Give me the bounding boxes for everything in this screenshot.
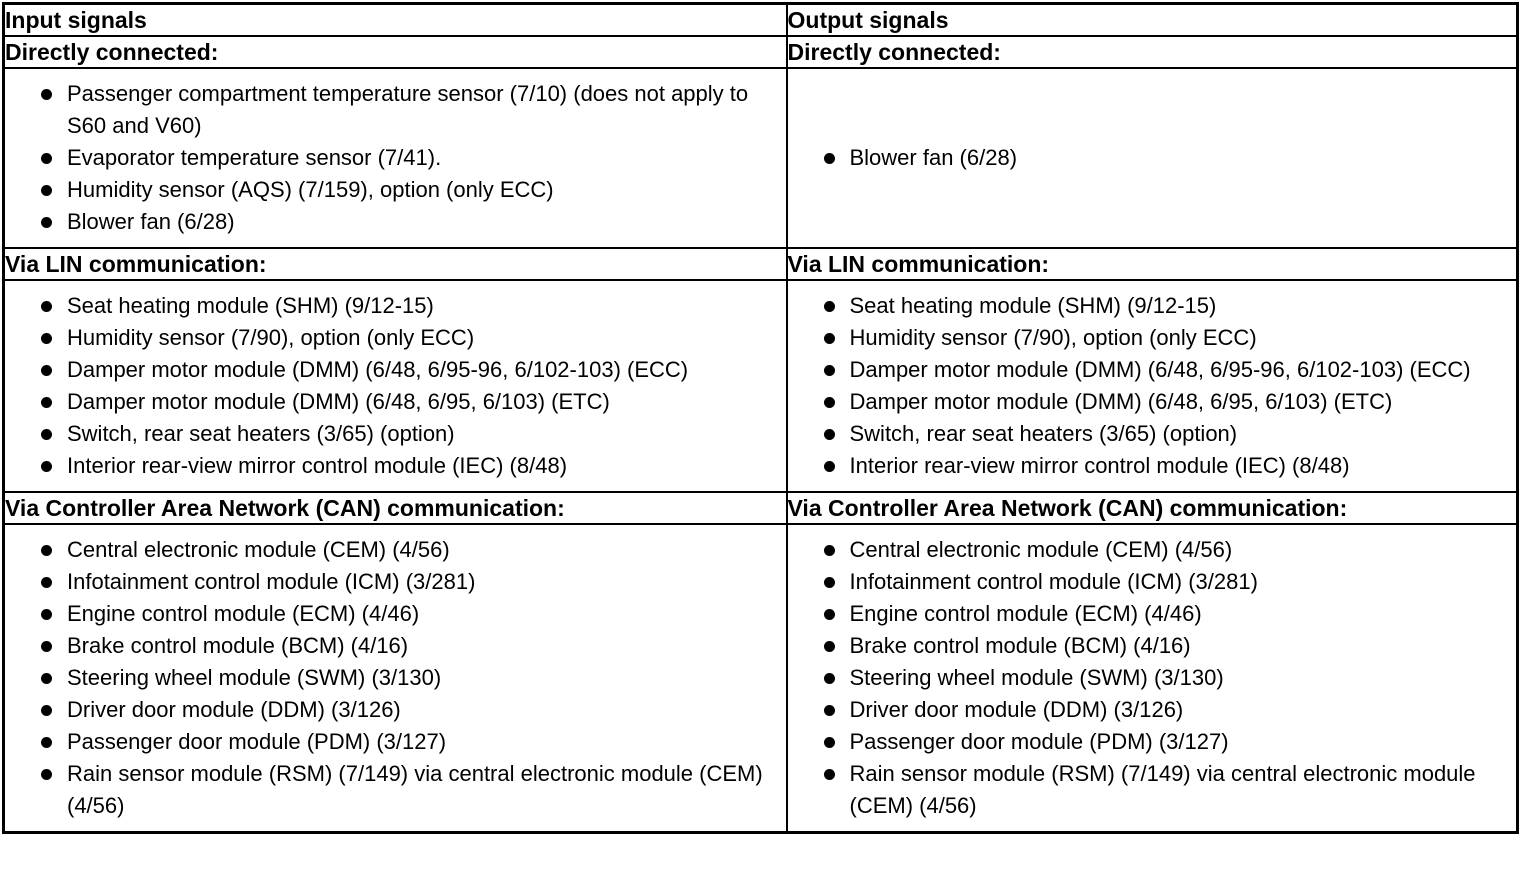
bullet-icon (824, 397, 835, 408)
input-directly-connected-list (5, 78, 786, 238)
item-text: Damper motor module (DMM) (6/48, 6/95, 6/103) (ETC) (849, 389, 1393, 414)
bullet-icon (41, 185, 52, 196)
signal-item (41, 354, 776, 386)
bullet-icon (824, 429, 835, 440)
bullet-icon (41, 673, 52, 684)
bullet-icon (41, 301, 52, 312)
bullet-icon (824, 769, 835, 780)
input-directly-connected-list-cell (4, 68, 787, 248)
bullet-icon (824, 737, 835, 748)
output-lin-list (788, 290, 1517, 482)
bullet-icon (41, 89, 52, 100)
item-text: Brake control module (BCM) (4/16) (67, 633, 409, 658)
section-content-row-can (4, 524, 1518, 833)
signal-item (824, 694, 1507, 726)
item-text: Brake control module (BCM) (4/16) (849, 633, 1191, 658)
item-text: Infotainment control module (ICM) (3/281) (849, 569, 1258, 594)
bullet-icon (41, 577, 52, 588)
bullet-icon (41, 769, 52, 780)
item-text: Passenger door module (PDM) (3/127) (67, 729, 447, 754)
bullet-icon (41, 429, 52, 440)
header-row (4, 4, 1518, 37)
signal-item (41, 566, 776, 598)
item-text: Humidity sensor (AQS) (7/159), option (only ECC) (67, 177, 554, 202)
item-text: Central electronic module (CEM) (4/56) (67, 537, 450, 562)
item-text: Interior rear-view mirror control module (IEC) (8/48) (849, 453, 1350, 478)
item-text: Passenger compartment temperature sensor (7/10) (does not apply to S60 and V60) (67, 81, 749, 138)
signal-item (41, 78, 776, 142)
item-text: Passenger door module (PDM) (3/127) (849, 729, 1229, 754)
bullet-icon (824, 609, 835, 620)
signal-item (824, 726, 1507, 758)
output-signals-column-header: Output signals (787, 4, 1518, 37)
signal-item (41, 174, 776, 206)
signal-item (41, 450, 776, 482)
signal-item (824, 534, 1507, 566)
signal-item (824, 566, 1507, 598)
bullet-icon (41, 705, 52, 716)
item-text: Humidity sensor (7/90), option (only ECC) (849, 325, 1257, 350)
item-text: Damper motor module (DMM) (6/48, 6/95-96, 6/102-103) (ECC) (67, 357, 689, 382)
input-lin-title: Via LIN communication: (4, 248, 787, 280)
item-text: Switch, rear seat heaters (3/65) (option) (849, 421, 1238, 446)
section-content-row-lin (4, 280, 1518, 492)
input-can-list-cell (4, 524, 787, 833)
signal-item (824, 290, 1507, 322)
bullet-icon (41, 217, 52, 228)
signal-item (824, 598, 1507, 630)
output-can-list-cell (787, 524, 1518, 833)
output-directly-connected-list-cell (787, 68, 1518, 248)
item-text: Interior rear-view mirror control module (IEC) (8/48) (67, 453, 568, 478)
input-can-title: Via Controller Area Network (CAN) communication: (4, 492, 787, 524)
input-lin-list (5, 290, 786, 482)
output-directly-connected-list (788, 142, 1517, 174)
section-title-row-can (4, 492, 1518, 524)
bullet-icon (41, 153, 52, 164)
bullet-icon (824, 365, 835, 376)
item-text: Steering wheel module (SWM) (3/130) (849, 665, 1224, 690)
input-can-list (5, 534, 786, 822)
bullet-icon (41, 397, 52, 408)
signal-item (824, 418, 1507, 450)
bullet-icon (41, 545, 52, 556)
bullet-icon (824, 705, 835, 716)
signal-item (41, 142, 776, 174)
signal-item (41, 694, 776, 726)
item-text: Engine control module (ECM) (4/46) (849, 601, 1202, 626)
item-text: Damper motor module (DMM) (6/48, 6/95, 6/103) (ETC) (67, 389, 610, 414)
signal-item (41, 534, 776, 566)
signal-item (41, 206, 776, 238)
signal-item (41, 290, 776, 322)
bullet-icon (824, 153, 835, 164)
signal-item (41, 386, 776, 418)
section-content-row-directly-connected (4, 68, 1518, 248)
signal-item (41, 630, 776, 662)
output-lin-list-cell (787, 280, 1518, 492)
input-lin-list-cell (4, 280, 787, 492)
item-text: Rain sensor module (RSM) (7/149) via central electronic module (CEM) (4/56) (67, 761, 763, 818)
signal-item (824, 142, 1507, 174)
bullet-icon (41, 333, 52, 344)
item-text: Engine control module (ECM) (4/46) (67, 601, 420, 626)
input-signals-column-header: Input signals (4, 4, 787, 37)
signal-item (41, 758, 776, 822)
item-text: Steering wheel module (SWM) (3/130) (67, 665, 442, 690)
item-text: Infotainment control module (ICM) (3/281) (67, 569, 476, 594)
bullet-icon (824, 461, 835, 472)
item-text: Central electronic module (CEM) (4/56) (849, 537, 1233, 562)
signal-item (41, 322, 776, 354)
bullet-icon (824, 641, 835, 652)
item-text: Driver door module (DDM) (3/126) (67, 697, 401, 722)
signal-item (824, 758, 1507, 822)
item-text: Seat heating module (SHM) (9/12-15) (849, 293, 1217, 318)
signal-item (824, 450, 1507, 482)
signal-item (824, 354, 1507, 386)
bullet-icon (41, 737, 52, 748)
signals-table (2, 2, 1519, 834)
item-text: Driver door module (DDM) (3/126) (849, 697, 1184, 722)
input-directly-connected-title: Directly connected: (4, 36, 787, 68)
signal-item (41, 726, 776, 758)
bullet-icon (824, 301, 835, 312)
bullet-icon (41, 609, 52, 620)
output-can-title: Via Controller Area Network (CAN) communication: (787, 492, 1518, 524)
bullet-icon (824, 333, 835, 344)
bullet-icon (824, 545, 835, 556)
bullet-icon (824, 577, 835, 588)
item-text: Blower fan (6/28) (849, 145, 1018, 170)
output-can-list (788, 534, 1517, 822)
bullet-icon (41, 365, 52, 376)
item-text: Rain sensor module (RSM) (7/149) via central electronic module (CEM) (4/56) (849, 761, 1476, 818)
item-text: Blower fan (6/28) (67, 209, 235, 234)
output-lin-title: Via LIN communication: (787, 248, 1518, 280)
signal-item (824, 322, 1507, 354)
signal-item (824, 630, 1507, 662)
item-text: Seat heating module (SHM) (9/12-15) (67, 293, 434, 318)
signal-item (41, 662, 776, 694)
item-text: Evaporator temperature sensor (7/41). (67, 145, 442, 170)
item-text: Switch, rear seat heaters (3/65) (option) (67, 421, 455, 446)
item-text: Humidity sensor (7/90), option (only ECC) (67, 325, 475, 350)
signal-item (824, 386, 1507, 418)
signal-item (41, 598, 776, 630)
item-text: Damper motor module (DMM) (6/48, 6/95-96, 6/102-103) (ECC) (849, 357, 1471, 382)
output-directly-connected-title: Directly connected: (787, 36, 1518, 68)
signal-item (824, 662, 1507, 694)
signal-item (41, 418, 776, 450)
bullet-icon (824, 673, 835, 684)
section-title-row-lin (4, 248, 1518, 280)
bullet-icon (41, 461, 52, 472)
bullet-icon (41, 641, 52, 652)
section-title-row-directly-connected (4, 36, 1518, 68)
